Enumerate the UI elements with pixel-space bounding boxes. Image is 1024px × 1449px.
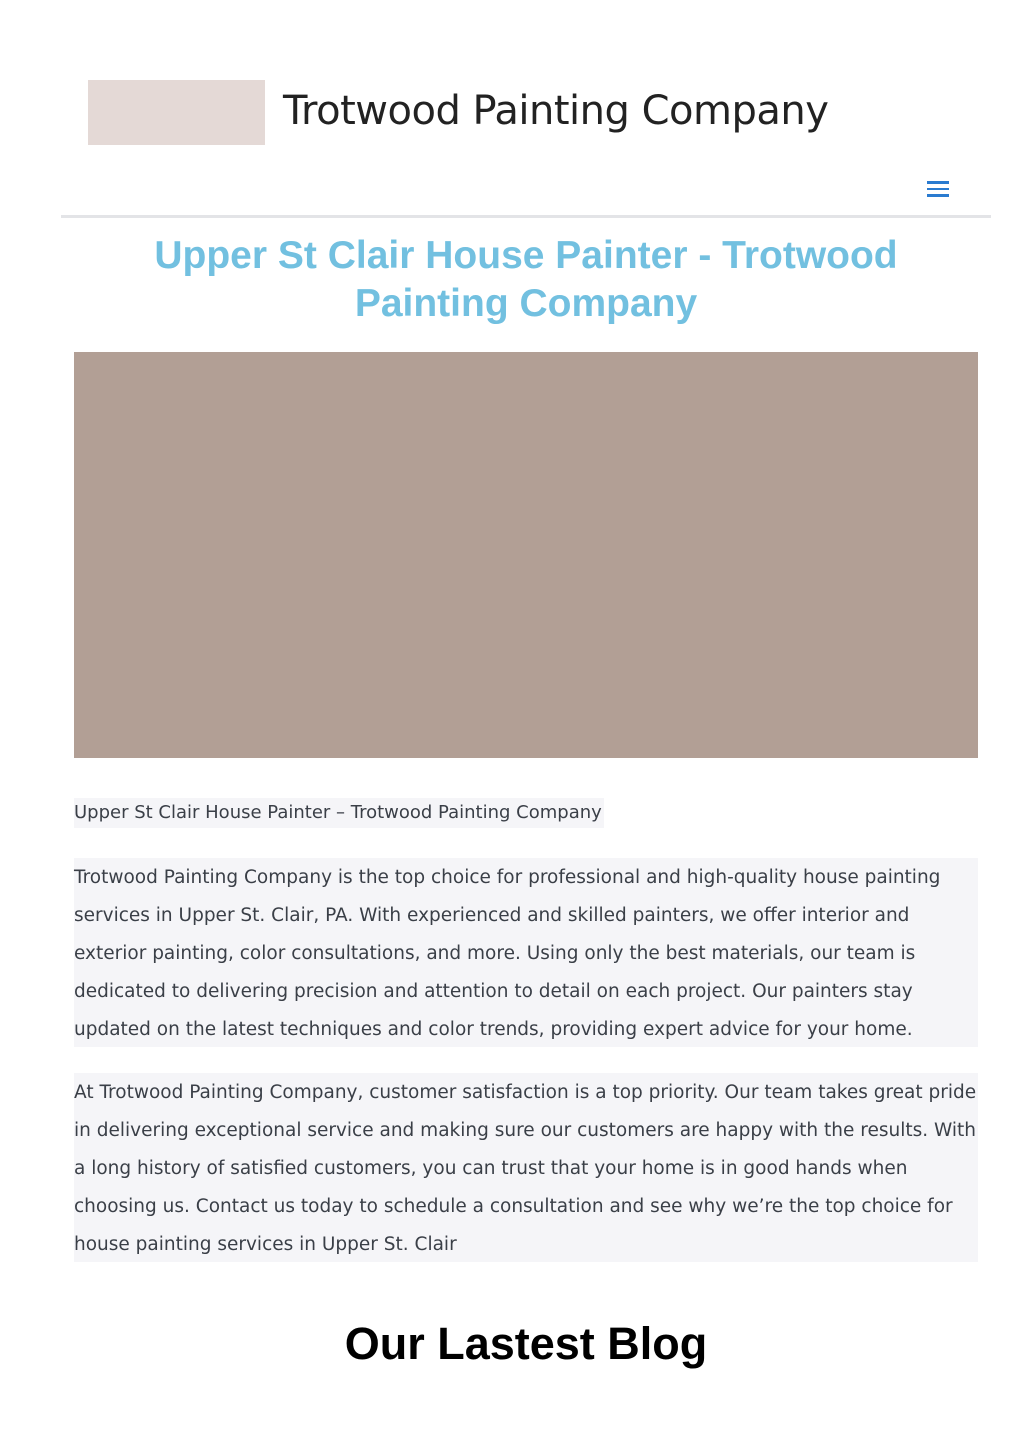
hero-image xyxy=(74,352,978,758)
intro-paragraph: Trotwood Painting Company is the top choice for professional and high-quality house painting services in Upper St. Clair, PA. With experienced and skilled painters, we offer interior and exterior painting, color consultations, and more. Using only the best materials, our team is dedicated to delivering precision and attention to detail on each project. Our painters stay updated on the latest techniques and color trends, providing expert advice for your home. xyxy=(74,858,978,1047)
site-title[interactable]: Trotwood Painting Company xyxy=(283,88,829,134)
image-caption: Upper St Clair House Painter – Trotwood Painting Company xyxy=(74,798,604,828)
header-divider xyxy=(61,215,991,218)
site-logo[interactable] xyxy=(88,80,265,145)
hamburger-menu-icon[interactable] xyxy=(927,180,949,198)
blog-heading: Our Lastest Blog xyxy=(344,1318,708,1369)
page-title: Upper St Clair House Painter - Trotwood Painting Company xyxy=(154,234,898,325)
satisfaction-paragraph: At Trotwood Painting Company, customer satisfaction is a top priority. Our team takes great pride in delivering exceptional service and making sure our customers are happy with the results. With a long history of satisfied customers, you can trust that your home is in good hands when choosing us. Contact us today to schedule a consultation and see why we’re the top choice for house painting services in Upper St. Clair xyxy=(74,1073,978,1262)
